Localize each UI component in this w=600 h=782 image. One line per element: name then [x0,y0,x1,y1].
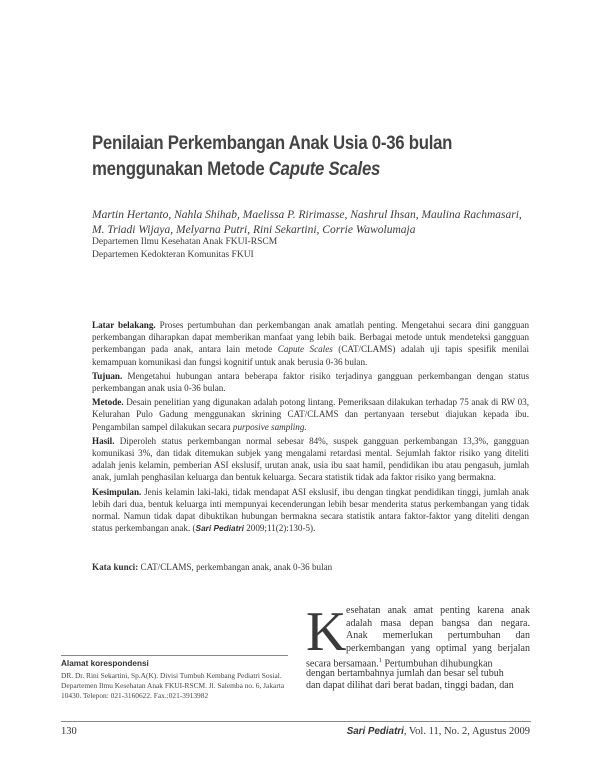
body-line-5-text: secara bersamaan. [306,658,379,670]
page-number: 130 [61,726,77,737]
abstract-background-text-2: (CAT/CLAMS) adalah uji tapis spesifik menilai kemampuan komunikasi dan fungsi kognitif untuk anak berusia 0-36 bulan. [92,344,529,367]
abstract-background-label: Latar belakang. [92,320,156,330]
abstract-method [92,396,529,433]
footer-divider [61,721,531,722]
abstract-conclusion-text: Jenis kelamin laki-laki, tidak mendapat ASI ekslusif, ibu dengan tingkat pendidikan tinggi, jumlah anak lebih dari dua, bentuk keluarga inti mempunyai kecenderungan lebih besar menderita status perkembangan yang tidak normal. Namun tidak dapat dibuktikan hubungan bermakna secara statistik antara faktor-faktor yang diteliti dengan status perkembangan anak. ( [92,486,529,534]
correspondence-heading: Alamat korespondensi [61,659,149,668]
body-line-1: esehatan anak amat penting karena anak [346,605,530,616]
abstract-conclusion-label: Kesimpulan. [92,486,142,497]
abstract-background-text-1: Proses pertumbuhan dan perkembangan anak amatlah penting. Mengetahui secara dini gangguan perkembangan diharapkan dapat memberikan manfaat yang lebih baik. Berbagai metode untuk mendeteksi gangguan perkembangan pada anak, antara lain metode [92,320,530,355]
journal-info [347,726,530,737]
abstract-background-italic: Capute Scales [277,344,333,355]
journal-issue: , Vol. 11, No. 2, Agustus 2009 [403,726,530,737]
abstract-results-text: Diperoleh status perkembangan normal sebesar 84%, suspek gangguan perkembangan 13,3%, gangguan komunikasi 3%, dan tidak ditemukan subjek yang mengalami retardasi mental. Sejumlah faktor risiko yang diteliti adalah jenis kelamin, pemberian ASI ekslusif, urutan anak, usia ibu saat hamil, pendidikan ibu atau pengasuh, jumlah anak, jumlah penghasilan keluarga dan bentuk keluarga. Secara statistik tidak ada faktor risiko yang bermakna. [92,435,529,483]
abstract-method-label: Metode. [92,397,124,408]
abstract-objective [92,370,529,394]
title-line-2 [92,156,496,182]
abstract [92,319,529,536]
body-line-4: perkembangan yang optimal yang berjalan [346,642,530,654]
abstract-method-italic: purposive sampling. [232,421,307,432]
article-title [92,130,496,182]
body-line-3: Anak memerlukan pertumbuhan dan [346,630,530,641]
body-line-2: adalah masa depan bangsa dan negara. [346,617,530,629]
abstract-conclusion [92,486,529,535]
abstract-results-label: Hasil. [92,435,115,446]
affiliation-2: Departemen Kedokteran Komunitas FKUI [92,250,254,260]
title-line-2-italic: Capute Scales [268,158,381,180]
journal-name: Sari Pediatri [346,726,404,737]
body-line-5 [306,655,530,668]
abstract-objective-text: Mengetahui hubungan antara beberapa faktor risiko terjadinya gangguan perkembangan dengan status perkembangan anak usia 0-36 bulan. [92,370,529,394]
abstract-objective-label: Tujuan. [92,370,123,381]
title-line-2-prefix: menggunakan Metode [92,158,269,180]
body-line-7: dan dapat dilihat dari berat badan, tinggi badan, dan [306,680,514,691]
abstract-background [92,319,529,368]
keywords-text: CAT/CLAMS, perkembangan anak, anak 0-36 bulan [138,562,333,572]
abstract-results [92,435,529,484]
citation-rest: 2009;11(2):130-5). [243,523,316,534]
citation-journal: Sari Pediatri [195,523,244,534]
title-line-1: Penilaian Perkembangan Anak Usia 0-36 bulan [92,132,453,154]
body-line-6: dengan bertambahnya jumlah dan besar sel tubuh [306,667,504,679]
keywords [92,561,529,573]
body-footnote-ref: 1 [378,657,382,664]
abstract-method-text: Desain penelitian yang digunakan adalah potong lintang. Pemeriksaan dilakukan terhadap 75 anak di RW 03, Kelurahan Pulo Gadung menggunakan skrining CAT/CLAMS dan pertanyaan tersebut diajukan kepada ibu. Pengambilan sampel dilakukan secara [92,397,529,432]
drop-cap: K [306,601,347,663]
author-list: Martin Hertanto, Nahla Shihab, Maelissa P. Ririmasse, Nashrul Ihsan, Maulina Rachmasari, M. Triadi Wijaya, Melyarna Putri, Rini Sekartini, Corrie Wawolumaja [92,209,522,236]
correspondence-divider [61,655,288,656]
body-line-5-rest: Pertumbuhan dihubungkan [381,658,493,670]
body-paragraph [306,601,530,693]
correspondence-address: DR. Dr. Rini Sekartini, Sp.A(K). Divisi Tumbuh Kembang Pediatri Sosial. Departemen Ilmu Kesehatan Anak FKUI-RSCM. Jl. Salemba no. 6, Jakarta 10430. Telepon: 021-3160622. Fax.:021-3913982 [61,671,285,700]
affiliation-1: Departemen Ilmu Kesehatan Anak FKUI-RSCM [92,237,278,247]
keywords-label: Kata kunci: [92,562,139,572]
